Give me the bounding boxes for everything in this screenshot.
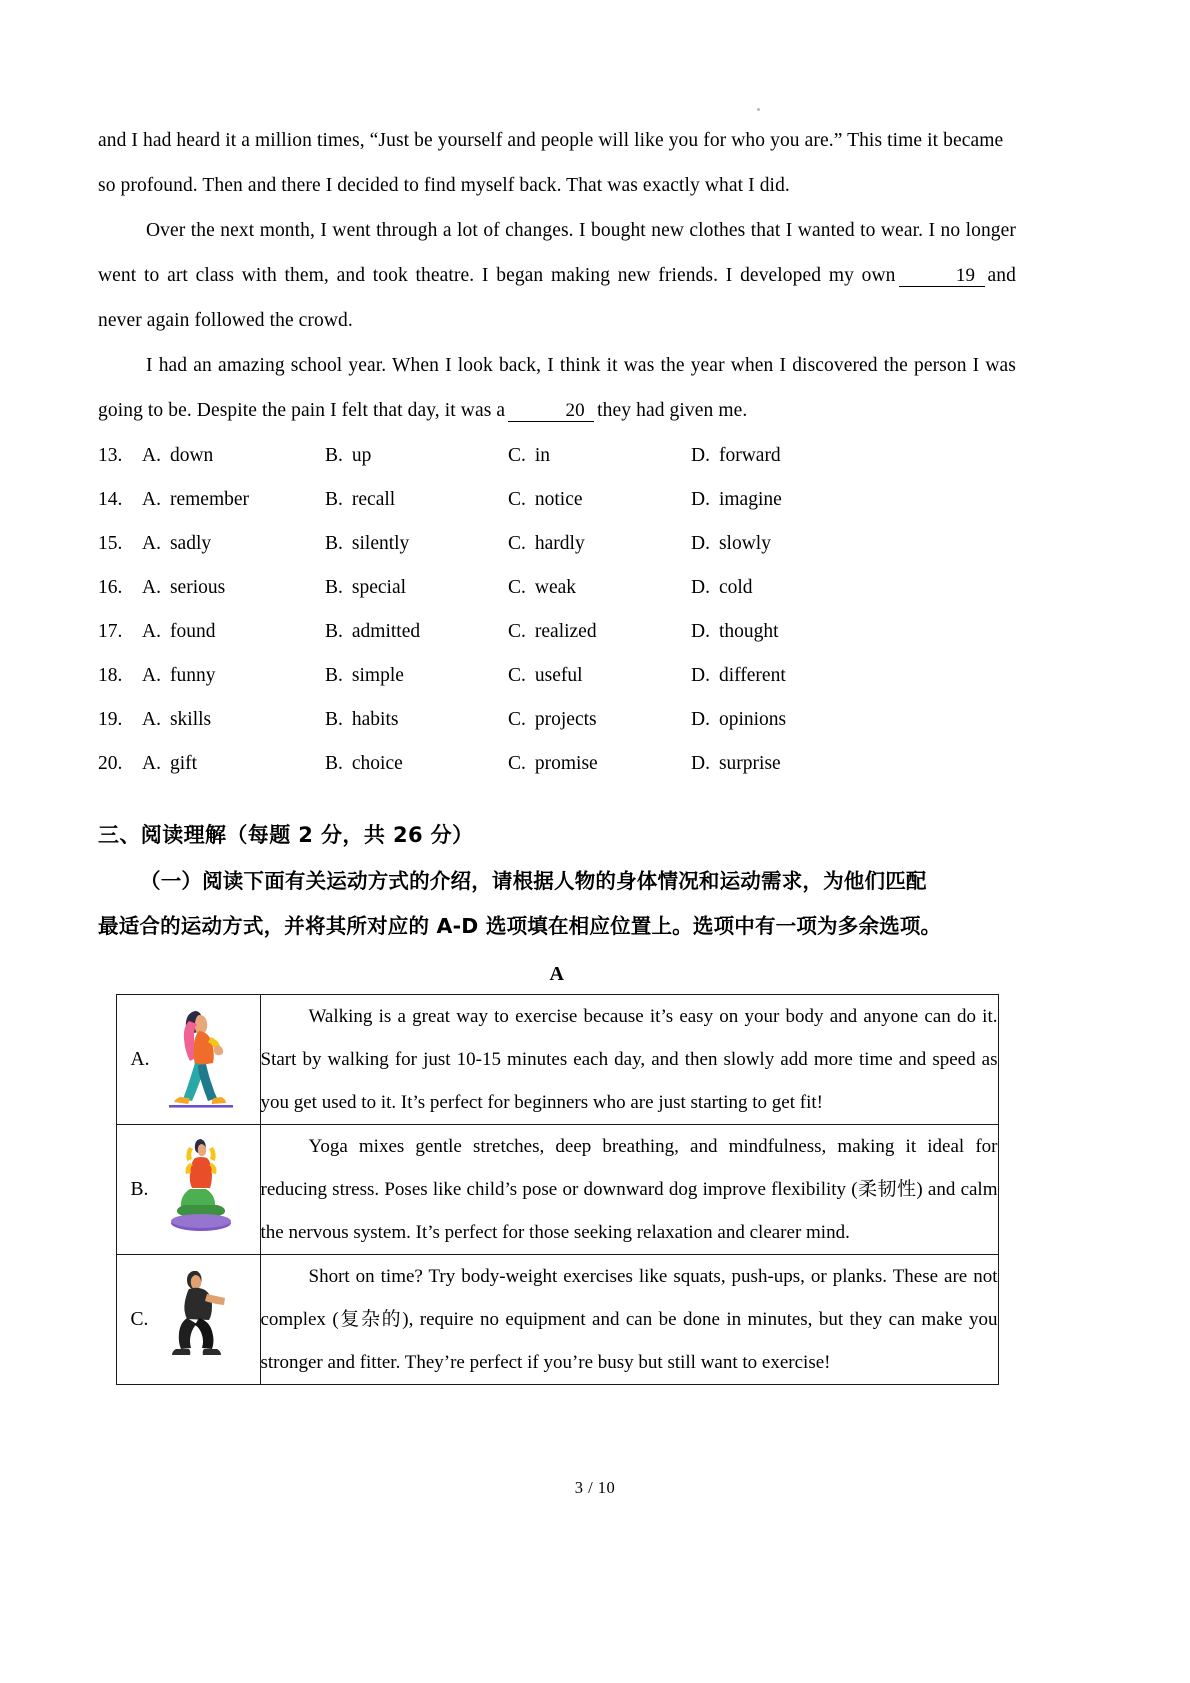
row-letter: B. [130, 1178, 149, 1200]
question-row-17 [98, 621, 1016, 665]
question-number: 20. [98, 753, 123, 774]
question-row-20 [98, 753, 1016, 797]
option-letter: A. [142, 753, 161, 774]
option-letter: B. [325, 445, 343, 466]
table-row [116, 995, 998, 1125]
option-a[interactable] [142, 621, 325, 643]
yoga-meditation-illustration [159, 1131, 243, 1248]
option-b[interactable] [325, 665, 508, 687]
section-instruction [98, 859, 1016, 949]
option-text: realized [534, 621, 597, 642]
option-b[interactable] [325, 753, 508, 775]
option-letter: D. [691, 709, 710, 730]
option-letter: D. [691, 533, 710, 554]
option-text: admitted [351, 621, 421, 642]
option-letter: A. [142, 445, 161, 466]
option-letter: A. [142, 709, 161, 730]
option-a[interactable] [142, 709, 325, 731]
option-text: hardly [534, 533, 585, 554]
option-letter: C. [508, 665, 526, 686]
option-letter: B. [325, 489, 343, 510]
option-b[interactable] [325, 445, 508, 467]
option-text: projects [534, 709, 597, 730]
option-c[interactable] [508, 709, 691, 731]
option-letter: A. [142, 665, 161, 686]
option-c[interactable] [508, 445, 691, 467]
passage-line-1: and I had heard it a million times, “Just be yourself and people will like you for who you are.” This time it became [98, 130, 1004, 151]
exercise-description: Short on time? Try body-weight exercises like squats, push-ups, or planks. These are not complex (复杂的), require no equipment and can be done in minutes, but they can make you stronger and fitter. They’re perfect if you’re busy but still want to exercise! [260, 1266, 998, 1373]
option-text: different [718, 665, 786, 686]
question-row-19 [98, 709, 1016, 753]
option-b[interactable] [325, 533, 508, 555]
option-a[interactable] [142, 489, 325, 511]
option-text: special [351, 577, 407, 598]
option-letter: C. [508, 577, 526, 598]
option-text: simple [351, 665, 404, 686]
blank-19: 19 [899, 266, 985, 287]
option-picture-cell-c [116, 1255, 260, 1385]
part-label-a: A [549, 963, 565, 985]
question-number: 18. [98, 665, 123, 686]
option-letter: C. [508, 621, 526, 642]
page-footer [0, 1478, 1190, 1498]
scan-artifact-dot [757, 108, 760, 111]
option-d[interactable] [691, 621, 874, 643]
option-text: found [169, 621, 216, 642]
option-letter: B. [325, 533, 343, 554]
option-text: opinions [718, 709, 787, 730]
exercise-description: Walking is a great way to exercise because it’s easy on your body and anyone can do it. Start by walking for just 10-15 minutes each day, and then slowly add more time and speed as you get used to it. It’s perfect for beginners who are just starting to get fit! [260, 1006, 998, 1113]
option-d[interactable] [691, 753, 874, 775]
question-row-13 [98, 445, 1016, 489]
option-text: up [351, 445, 372, 466]
option-text: in [534, 445, 551, 466]
question-number: 15. [98, 533, 123, 554]
option-text: remember [169, 489, 250, 510]
option-text: skills [169, 709, 212, 730]
option-text: habits [351, 709, 399, 730]
option-text: serious [169, 577, 226, 598]
option-text: sadly [169, 533, 212, 554]
question-number: 17. [98, 621, 123, 642]
option-c[interactable] [508, 753, 691, 775]
question-number: 19. [98, 709, 123, 730]
option-letter: C. [508, 445, 526, 466]
option-b[interactable] [325, 577, 508, 599]
option-d[interactable] [691, 577, 874, 599]
option-c[interactable] [508, 533, 691, 555]
option-letter: B. [325, 753, 343, 774]
option-letter: B. [325, 665, 343, 686]
passage-paragraph-2 [98, 208, 1016, 343]
option-text: gift [169, 753, 198, 774]
option-d[interactable] [691, 709, 874, 731]
passage-paragraph-3 [98, 343, 1016, 433]
instruction-line-2: 最适合的运动方式，并将其所对应的 A-D 选项填在相应位置上。选项中有一项为多余选项。 [98, 914, 942, 938]
option-letter: D. [691, 621, 710, 642]
option-letter: B. [325, 621, 343, 642]
row-letter: A. [130, 1048, 150, 1070]
option-text-cell-a [260, 995, 998, 1125]
option-b[interactable] [325, 621, 508, 643]
option-letter: D. [691, 577, 710, 598]
option-letter: D. [691, 445, 710, 466]
row-letter: C. [130, 1308, 149, 1330]
section-heading-reading: 三、阅读理解（每题 2 分，共 26 分） [98, 823, 474, 847]
option-text: down [169, 445, 214, 466]
passage-p3-after: they had given me. [597, 400, 748, 421]
option-b[interactable] [325, 709, 508, 731]
option-text: cold [718, 577, 753, 598]
option-text: surprise [718, 753, 781, 774]
option-text-cell-c [260, 1255, 998, 1385]
option-c[interactable] [508, 489, 691, 511]
page-content [98, 118, 1016, 1385]
passage-p2-after: and never again followed the crowd. [98, 265, 1016, 331]
option-text: forward [718, 445, 781, 466]
option-letter: D. [691, 665, 710, 686]
option-text-cell-b [260, 1125, 998, 1255]
option-letter: A. [142, 533, 161, 554]
passage-p2-before: Over the next month, I went through a lot of changes. I bought new clothes that I wanted to wear. I no longer went to art class with them, and took theatre. I began making new friends. I developed my own [98, 220, 1016, 286]
option-a[interactable] [142, 445, 325, 467]
option-text: useful [534, 665, 583, 686]
option-letter: A. [142, 577, 161, 598]
option-letter: C. [508, 753, 526, 774]
walking-person-illustration [159, 1001, 243, 1118]
option-letter: C. [508, 709, 526, 730]
passage-line-2: so profound. Then and there I decided to find myself back. That was exactly what I did. [98, 175, 790, 196]
option-d[interactable] [691, 665, 874, 687]
option-a[interactable] [142, 533, 325, 555]
question-number: 13. [98, 445, 123, 466]
option-letter: A. [142, 489, 161, 510]
question-number: 14. [98, 489, 123, 510]
option-text: silently [351, 533, 410, 554]
option-letter: A. [142, 621, 161, 642]
option-c[interactable] [508, 577, 691, 599]
exercise-match-table [116, 994, 999, 1385]
option-text: imagine [718, 489, 782, 510]
option-a[interactable] [142, 753, 325, 775]
option-letter: B. [325, 577, 343, 598]
option-d[interactable] [691, 533, 874, 555]
question-row-14 [98, 489, 1016, 533]
option-text: slowly [718, 533, 771, 554]
option-letter: C. [508, 489, 526, 510]
question-number: 16. [98, 577, 123, 598]
option-text: funny [169, 665, 216, 686]
option-text: weak [534, 577, 577, 598]
instruction-line-1: （一）阅读下面有关运动方式的介绍，请根据人物的身体情况和运动需求，为他们匹配 [140, 869, 927, 893]
question-row-18 [98, 665, 1016, 709]
option-d[interactable] [691, 445, 874, 467]
option-a[interactable] [142, 577, 325, 599]
multiple-choice-list [98, 445, 1016, 797]
option-a[interactable] [142, 665, 325, 687]
option-picture-cell-b [116, 1125, 260, 1255]
option-b[interactable] [325, 489, 508, 511]
question-row-16 [98, 577, 1016, 621]
question-row-15 [98, 533, 1016, 577]
table-row [116, 1255, 998, 1385]
option-c[interactable] [508, 621, 691, 643]
exercise-description: Yoga mixes gentle stretches, deep breathing, and mindfulness, making it ideal for reducing stress. Poses like child’s pose or downward dog improve flexibility (柔韧性) and calm the nervous system. It’s perfect for those seeking relaxation and clearer mind. [260, 1136, 998, 1243]
option-text: promise [534, 753, 598, 774]
passage-p3-before: I had an amazing school year. When I look back, I think it was the year when I discovered the person I was going to be. Despite the pain I felt that day, it was a [98, 355, 1016, 421]
squat-exercise-illustration [159, 1261, 243, 1378]
option-text: notice [534, 489, 583, 510]
blank-20: 20 [508, 401, 594, 422]
option-picture-cell-a [116, 995, 260, 1125]
option-letter: D. [691, 489, 710, 510]
option-d[interactable] [691, 489, 874, 511]
option-c[interactable] [508, 665, 691, 687]
option-text: choice [351, 753, 403, 774]
option-letter: B. [325, 709, 343, 730]
table-row [116, 1125, 998, 1255]
option-text: recall [351, 489, 396, 510]
page-number: 3 / 10 [574, 1478, 616, 1497]
option-letter: C. [508, 533, 526, 554]
option-text: thought [718, 621, 779, 642]
option-letter: D. [691, 753, 710, 774]
